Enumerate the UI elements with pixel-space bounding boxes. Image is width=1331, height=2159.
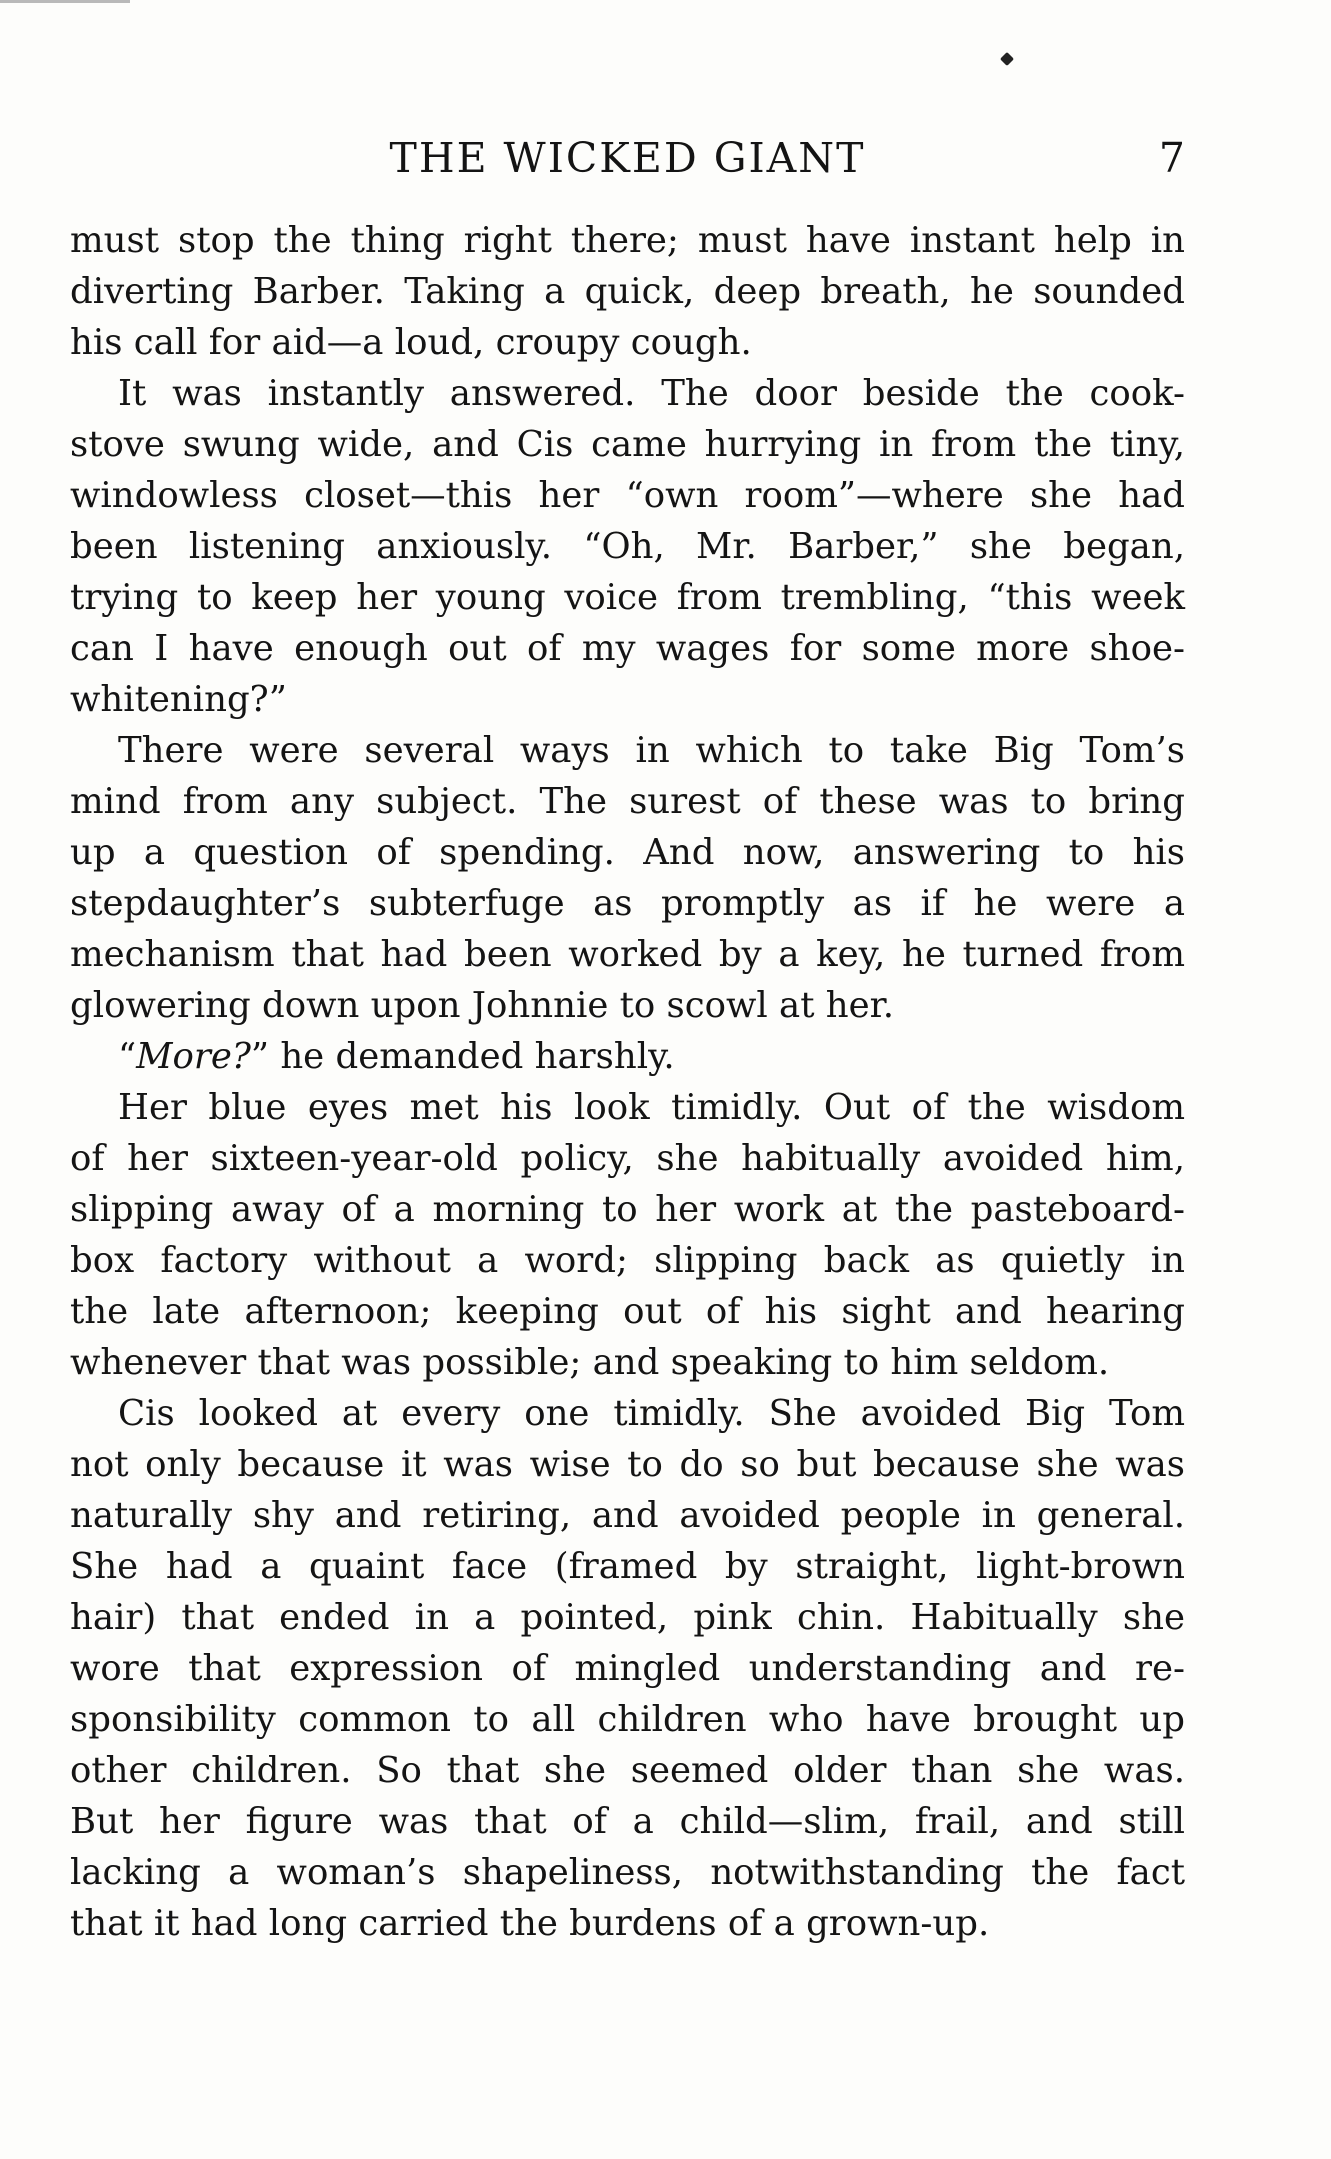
- text-line: whitening?”: [70, 679, 287, 720]
- page-header: [70, 128, 1185, 188]
- text-line: slipping away of a morning to her work at the pasteboard-: [70, 1189, 1185, 1230]
- text-line: the late afternoon; keeping out of his sight and hearing: [70, 1291, 1185, 1332]
- text-line: sponsibility common to all children who have brought up: [70, 1699, 1185, 1740]
- body-text: [70, 215, 1185, 1949]
- text-line: box factory without a word; slipping back as quietly in: [70, 1240, 1185, 1281]
- text-line: Cis looked at every one timidly. She avoided Big Tom: [118, 1393, 1185, 1434]
- text-line: stepdaughter’s subterfuge as promptly as if he were a: [70, 883, 1185, 924]
- text-line: been listening anxiously. “Oh, Mr. Barber,” she began,: [70, 526, 1185, 567]
- scan-edge-mark: [0, 0, 130, 3]
- text-line: Her blue eyes met his look timidly. Out of the wisdom: [118, 1087, 1185, 1128]
- text-line: of her sixteen-year-old policy, she habitually avoided him,: [70, 1138, 1185, 1179]
- emphasis: More?: [136, 1036, 251, 1077]
- text-line: must stop the thing right there; must have instant help in: [70, 220, 1185, 261]
- text-line: up a question of spending. And now, answering to his: [70, 832, 1185, 873]
- text-line: his call for aid—a loud, croupy cough.: [70, 322, 752, 363]
- text-line: lacking a woman’s shapeliness, notwithstanding the fact: [70, 1852, 1185, 1893]
- printer-ornament: [1000, 52, 1014, 66]
- text-line: hair) that ended in a pointed, pink chin. Habitually she: [70, 1597, 1185, 1638]
- text-line: windowless closet—this her “own room”—where she had: [70, 475, 1185, 516]
- text-line: other children. So that she seemed older than she was.: [70, 1750, 1185, 1791]
- text-line: wore that expression of mingled understanding and re-: [70, 1648, 1185, 1689]
- text-line: not only because it was wise to do so but because she was: [70, 1444, 1185, 1485]
- text-line: diverting Barber. Taking a quick, deep breath, he sounded: [70, 271, 1185, 312]
- page-number: 7: [1158, 134, 1185, 182]
- running-head: THE WICKED GIANT: [389, 134, 866, 182]
- text-line: whenever that was possible; and speaking to him seldom.: [70, 1342, 1110, 1383]
- text-line: But her figure was that of a child—slim, frail, and still: [70, 1801, 1185, 1842]
- text-line: mechanism that had been worked by a key, he turned from: [70, 934, 1185, 975]
- text-line: that it had long carried the burdens of a grown-up.: [70, 1903, 990, 1944]
- text-line: There were several ways in which to take Big Tom’s: [118, 730, 1185, 771]
- text-line: trying to keep her young voice from trembling, “this week: [70, 577, 1185, 618]
- text-line: naturally shy and retiring, and avoided people in general.: [70, 1495, 1185, 1536]
- text-line: mind from any subject. The surest of these was to bring: [70, 781, 1185, 822]
- text-line: It was instantly answered. The door beside the cook-: [118, 373, 1185, 414]
- text-line: “More?” he demanded harshly.: [118, 1036, 675, 1077]
- text-line: stove swung wide, and Cis came hurrying in from the tiny,: [70, 424, 1185, 465]
- text-line: can I have enough out of my wages for some more shoe-: [70, 628, 1185, 669]
- text-line: She had a quaint face (framed by straight, light-brown: [70, 1546, 1185, 1587]
- text-line: glowering down upon Johnnie to scowl at her.: [70, 985, 894, 1026]
